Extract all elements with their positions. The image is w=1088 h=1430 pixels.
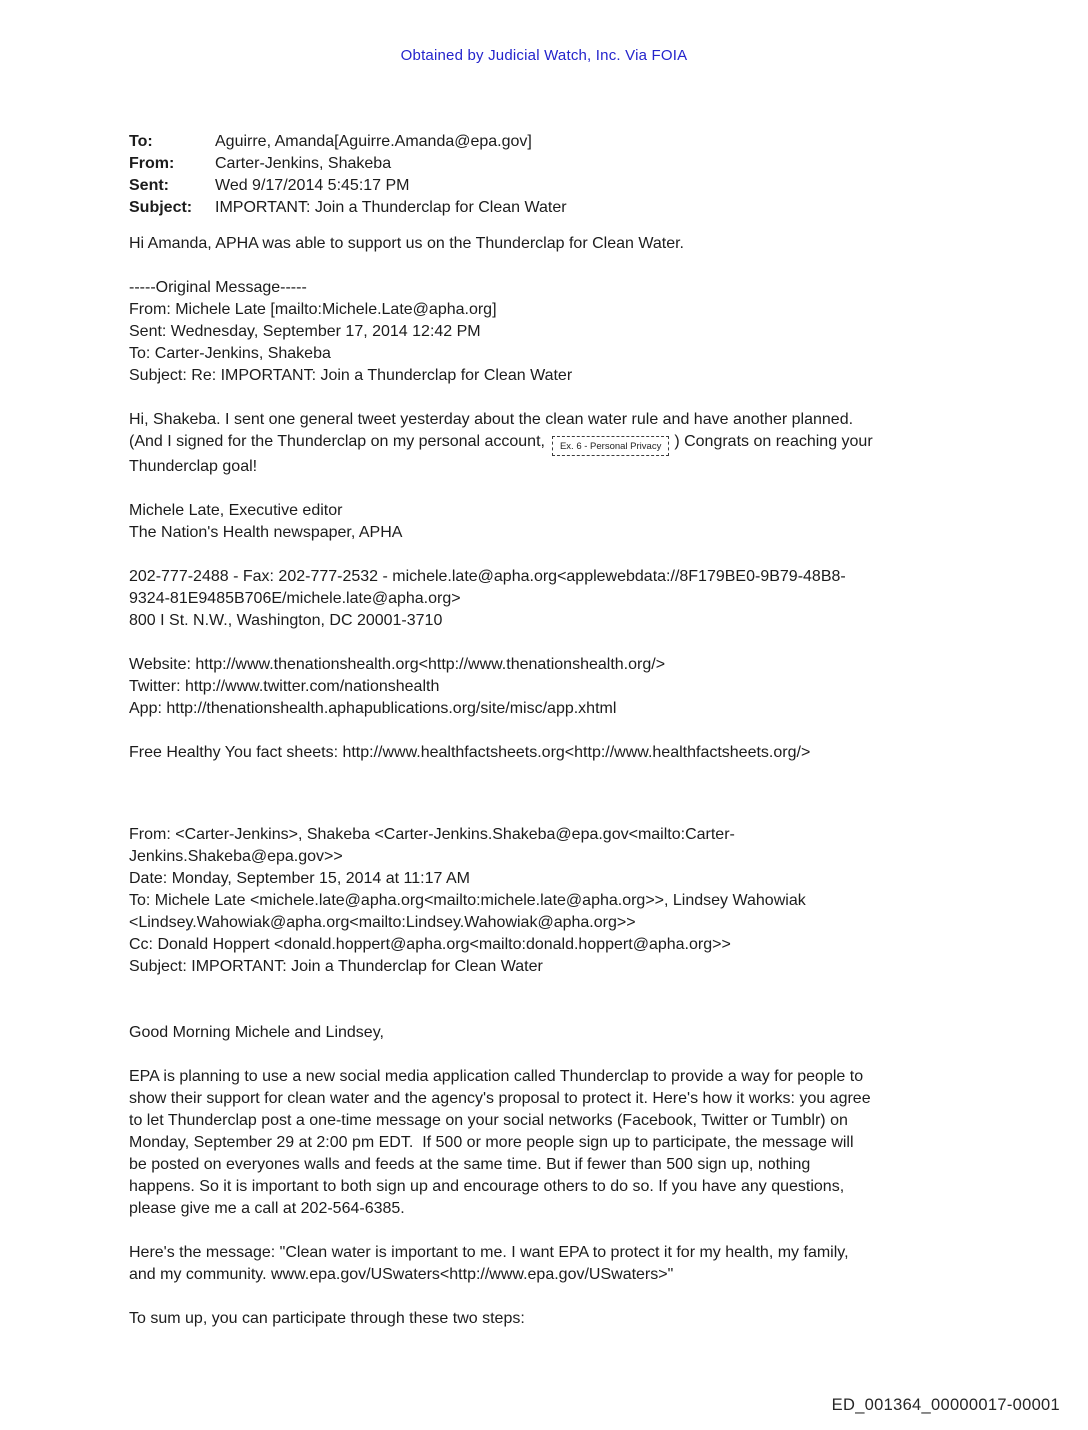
original-message-divider: -----Original Message----- xyxy=(129,279,307,296)
contact-block xyxy=(129,566,989,632)
redacted-paragraph xyxy=(129,409,989,478)
forwarded-subject-line: Subject: IMPORTANT: Join a Thunderclap for Clean Water xyxy=(129,958,543,975)
epa-paragraph-line-2: show their support for clean water and the agency's proposal to protect it. Here's how it works: you agree xyxy=(129,1090,871,1107)
twitter-line: Twitter: http://www.twitter.com/nationshealth xyxy=(129,678,440,695)
email-header-row-subject xyxy=(129,197,989,219)
reply-header-sent: Sent: Wednesday, September 17, 2014 12:42 PM xyxy=(129,323,481,340)
contact-phone-line: 202-777-2488 - Fax: 202-777-2532 - michele.late@apha.org<applewebdata://8F179BE0-9B79-48B8- xyxy=(129,568,846,585)
redaction-exemption-label: Ex. 6 - Personal Privacy xyxy=(559,441,662,452)
contact-address-line: 800 I St. N.W., Washington, DC 20001-3710 xyxy=(129,612,443,629)
to-value: Aguirre, Amanda[Aguirre.Amanda@epa.gov] xyxy=(215,133,532,150)
app-line: App: http://thenationshealth.aphapublications.org/site/misc/app.xhtml xyxy=(129,700,617,717)
forwarded-to-line-2: <Lindsey.Wahowiak@apha.org<mailto:Lindsey.Wahowiak@apha.org>> xyxy=(129,914,636,931)
forwarded-from-line-1: From: <Carter-Jenkins>, Shakeba <Carter-Jenkins.Shakeba@epa.gov<mailto:Carter- xyxy=(129,826,735,843)
redaction-exemption-box xyxy=(552,436,669,456)
closing-line: To sum up, you can participate through these two steps: xyxy=(129,1310,525,1327)
sent-value: Wed 9/17/2014 5:45:17 PM xyxy=(215,177,410,194)
forwarded-cc-line: Cc: Donald Hoppert <donald.hoppert@apha.org<mailto:donald.hoppert@apha.org>> xyxy=(129,936,731,953)
signature-name: Michele Late, Executive editor xyxy=(129,502,343,519)
reply-header-to: To: Carter-Jenkins, Shakeba xyxy=(129,345,331,362)
fact-sheets-line: Free Healthy You fact sheets: http://www.healthfactsheets.org<http://www.healthfactsheets.org/> xyxy=(129,744,811,761)
redacted-paragraph-line-2 xyxy=(129,431,989,456)
redacted-line-before: (And I signed for the Thunderclap on my personal account, xyxy=(129,433,545,450)
contact-email-wrap-line: 9324-81E9485B706E/michele.late@apha.org> xyxy=(129,590,461,607)
email-header-row-to xyxy=(129,131,989,153)
greeting-line: Hi Amanda, APHA was able to support us on the Thunderclap for Clean Water. xyxy=(129,235,684,252)
from-value: Carter-Jenkins, Shakeba xyxy=(215,155,392,172)
redacted-line-after: ) Congrats on reaching your xyxy=(674,433,873,450)
document-id: ED_001364_00000017-00001 xyxy=(831,1396,1060,1414)
email-header xyxy=(129,131,989,219)
message-quote-line-1: Here's the message: "Clean water is important to me. I want EPA to protect it for my health, my family, xyxy=(129,1244,849,1261)
forwarded-date-line: Date: Monday, September 15, 2014 at 11:17 AM xyxy=(129,870,470,887)
reply-header-subject: Subject: Re: IMPORTANT: Join a Thunderclap for Clean Water xyxy=(129,367,573,384)
message-quote-line-2: and my community. www.epa.gov/USwaters<http://www.epa.gov/USwaters>" xyxy=(129,1266,674,1283)
foia-banner: Obtained by Judicial Watch, Inc. Via FOIA xyxy=(400,47,688,64)
forwarded-to-line-1: To: Michele Late <michele.late@apha.org<mailto:michele.late@apha.org>>, Lindsey Wahowiak xyxy=(129,892,806,909)
sent-label: Sent: xyxy=(129,177,169,194)
subject-label: Subject: xyxy=(129,199,193,216)
message-quote-paragraph xyxy=(129,1242,989,1286)
epa-paragraph-line-7: please give me a call at 202-564-6385. xyxy=(129,1200,405,1217)
website-line: Website: http://www.thenationshealth.org<http://www.thenationshealth.org/> xyxy=(129,656,666,673)
links-block xyxy=(129,654,989,720)
epa-paragraph xyxy=(129,1066,989,1220)
reply-header-from: From: Michele Late [mailto:Michele.Late@apha.org] xyxy=(129,301,497,318)
epa-paragraph-line-6: happens. So it is important to both sign up and encourage others to do so. If you have any questions, xyxy=(129,1178,845,1195)
redacted-paragraph-line-1: Hi, Shakeba. I sent one general tweet yesterday about the clean water rule and have another planned. xyxy=(129,411,854,428)
epa-paragraph-line-3: to let Thunderclap post a one-time message on your social networks (Facebook, Twitter or Tumblr) on xyxy=(129,1112,848,1129)
email-content xyxy=(129,131,989,1330)
original-message-block xyxy=(129,277,989,387)
to-label: To: xyxy=(129,133,153,150)
signature-org: The Nation's Health newspaper, APHA xyxy=(129,524,403,541)
salutation-line: Good Morning Michele and Lindsey, xyxy=(129,1024,384,1041)
from-label: From: xyxy=(129,155,175,172)
epa-paragraph-line-4: Monday, September 29 at 2:00 pm EDT. If 500 or more people sign up to participate, the message will xyxy=(129,1134,854,1151)
signature-block xyxy=(129,500,989,544)
forwarded-header-block xyxy=(129,824,989,978)
epa-paragraph-line-5: be posted on everyones walls and feeds at the same time. But if fewer than 500 sign up, nothing xyxy=(129,1156,811,1173)
subject-value: IMPORTANT: Join a Thunderclap for Clean Water xyxy=(215,199,567,216)
epa-paragraph-line-1: EPA is planning to use a new social media application called Thunderclap to provide a way for people to xyxy=(129,1068,864,1085)
email-header-row-from xyxy=(129,153,989,175)
redacted-paragraph-line-3: Thunderclap goal! xyxy=(129,458,258,475)
email-header-row-sent xyxy=(129,175,989,197)
forwarded-from-line-2: Jenkins.Shakeba@epa.gov>> xyxy=(129,848,343,865)
